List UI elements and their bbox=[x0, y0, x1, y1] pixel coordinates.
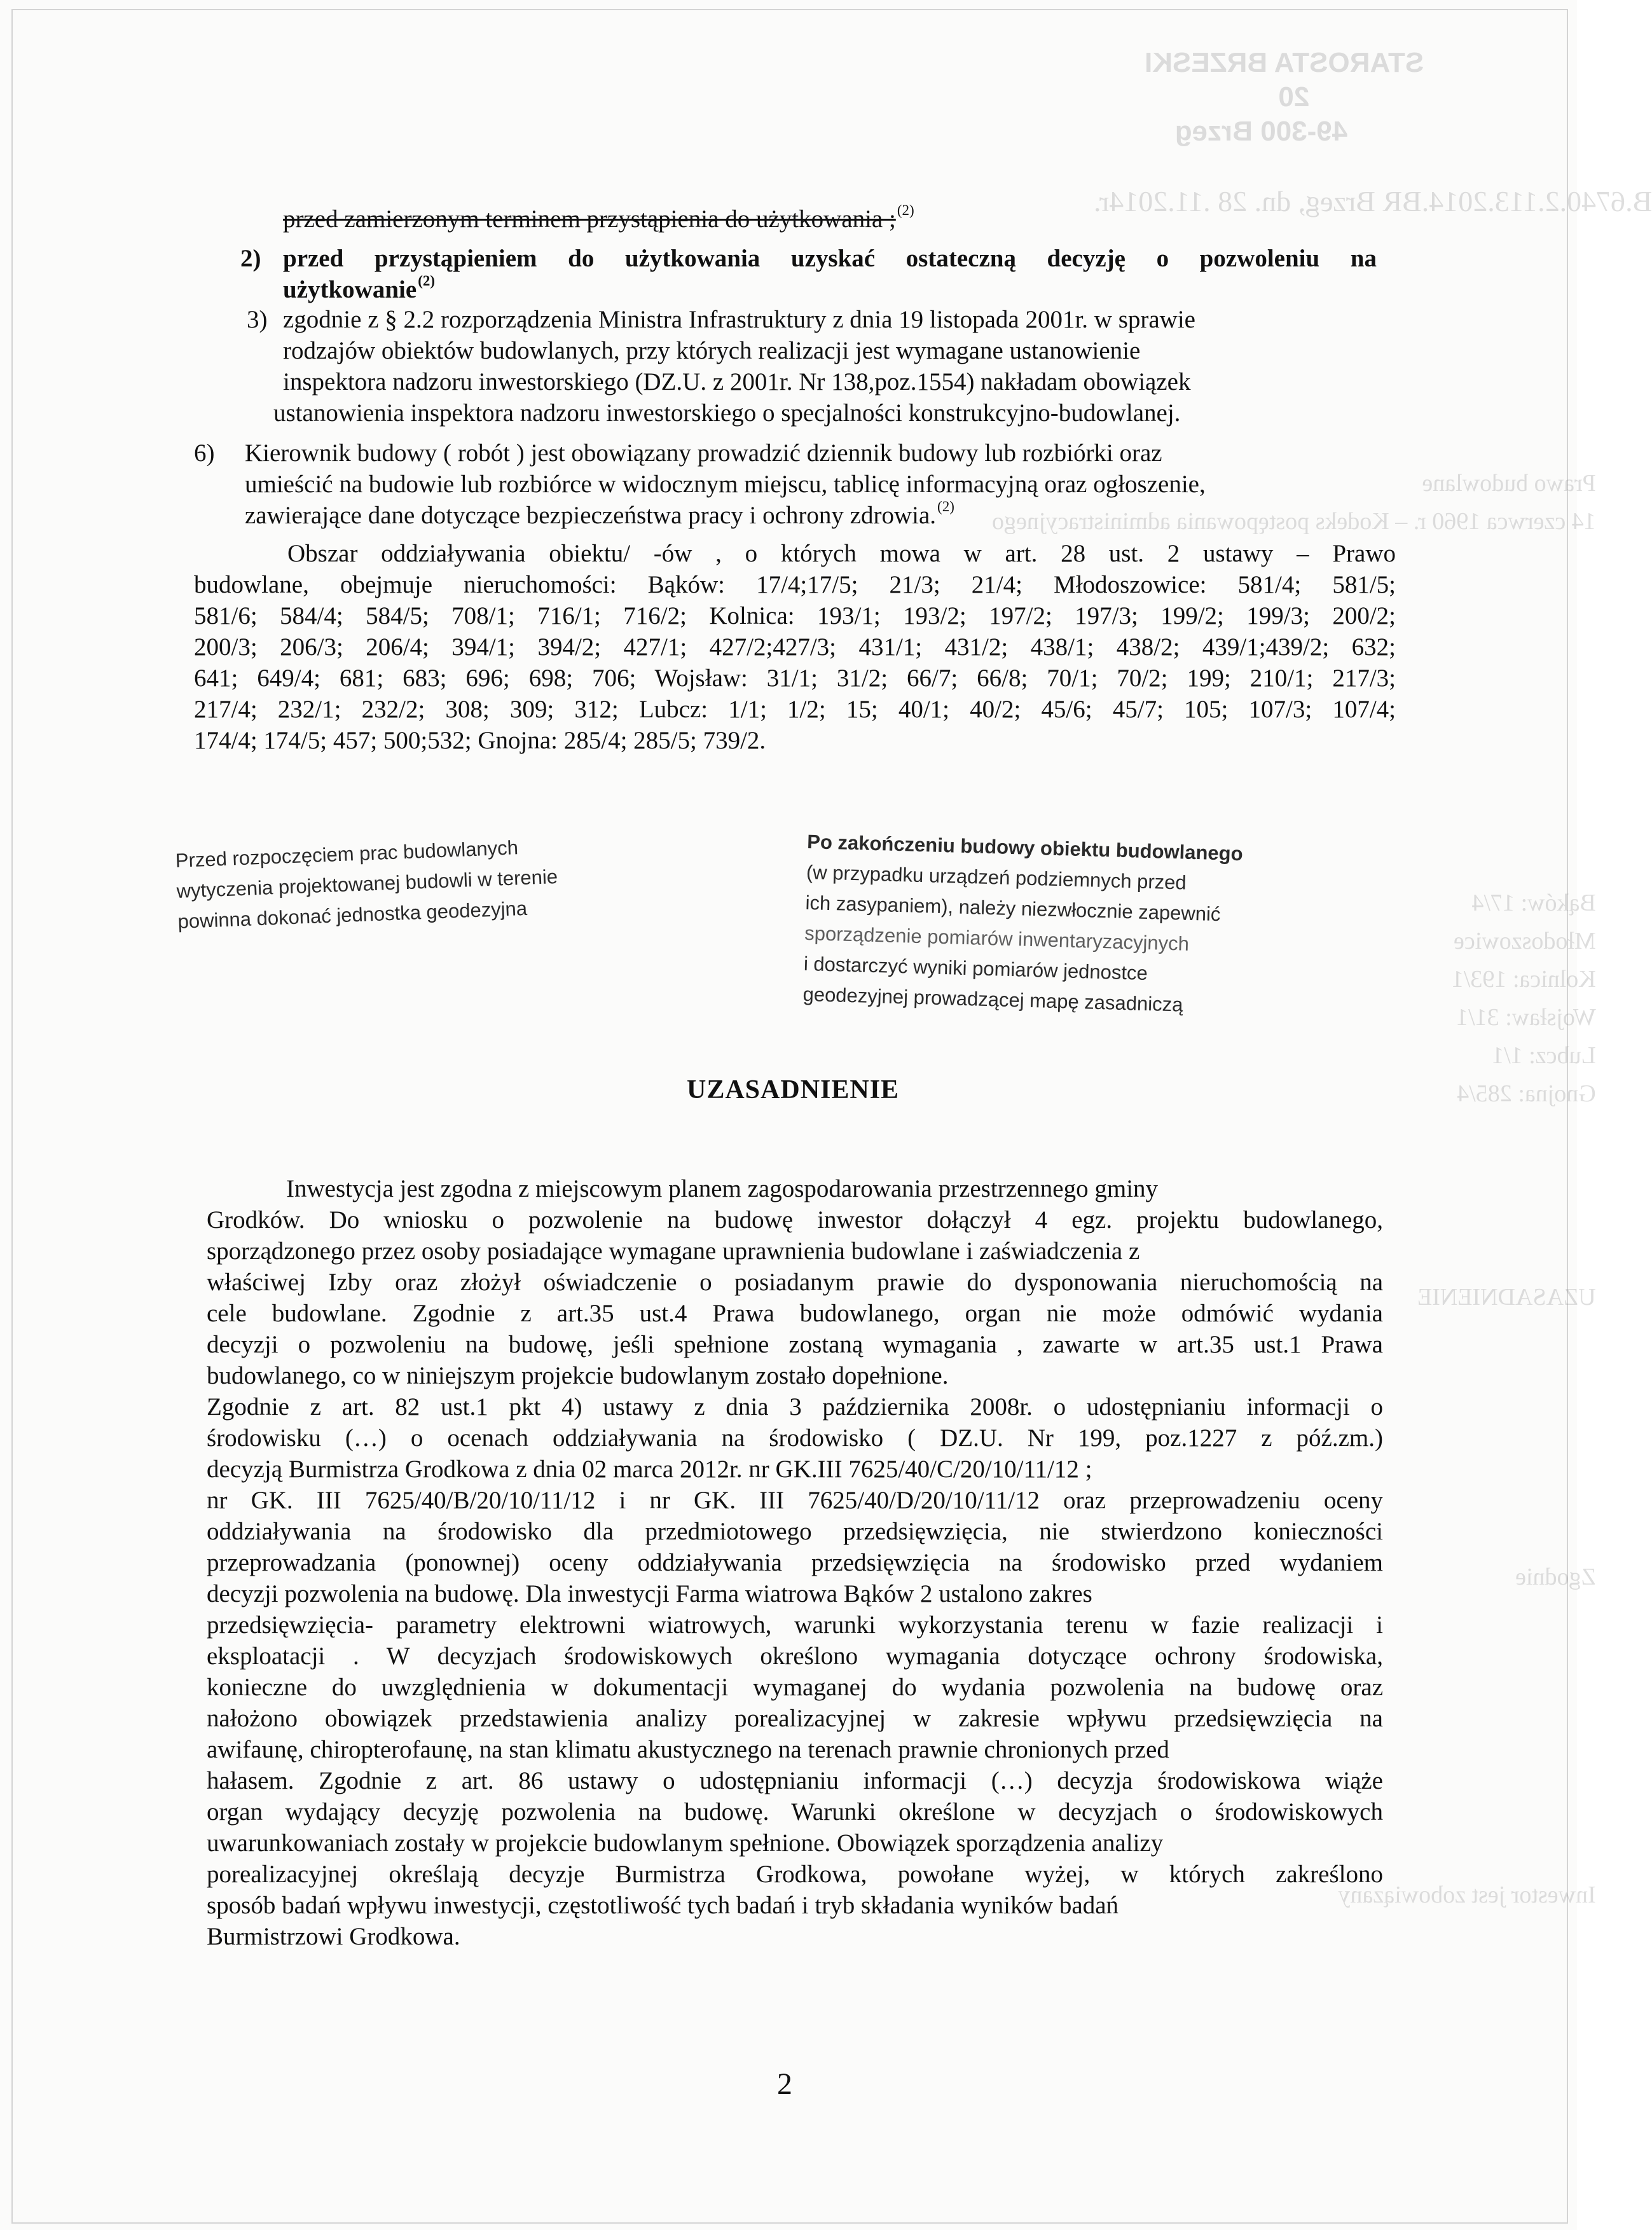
stamp-line: Przed rozpoczęciem prac budowlanych bbox=[175, 836, 519, 872]
item-3-line: ustanowienia inspektora nadzoru inwestorskiego o specjalności konstrukcyjno-budowlanej. bbox=[273, 399, 1181, 427]
impact-area-line: budowlane, obejmuje nieruchomości: Bąków: 17/4;17/5; 21/3; 21/4; Młodoszowice: 581/4; 581/5; bbox=[194, 571, 1396, 598]
bleed-stamp-line: 49-300 Brzeg bbox=[1174, 116, 1348, 147]
item-6-line: umieścić na budowie lub rozbiórce w widocznym miejscu, tablicę informacyjną oraz ogłoszenie, bbox=[245, 471, 1206, 498]
justification-line: hałasem. Zgodnie z art. 86 ustawy o udostępnianiu informacji (…) decyzja środowiskowa wiąże bbox=[207, 1767, 1383, 1794]
item-6-last: zawierające dane dotyczące bezpieczeństwa pracy i ochrony zdrowia. bbox=[245, 502, 937, 529]
justification-line: decyzji pozwolenia na budowę. Dla inwestycji Farma wiatrowa Bąków 2 ustalono zakres bbox=[207, 1580, 1092, 1607]
bleed-through-reference: B.6740.2.113.2014.BR Brzeg, dn. 28 .11.2014r. bbox=[1094, 185, 1652, 217]
justification-paragraph-2 bbox=[207, 1391, 1383, 1952]
bleed-fragment: Kolnica: 193/1 bbox=[1451, 966, 1596, 993]
item-6-text bbox=[245, 437, 1389, 534]
bleed-fragment: 14 czerwca 1960 r. – Kodeks postępowania administracyjnego bbox=[992, 508, 1596, 535]
stamp-line: sporządzenie pomiarów inwentaryzacyjnych bbox=[804, 921, 1190, 955]
justification-line: nr GK. III 7625/40/B/20/10/11/12 i nr GK. III 7625/40/D/20/10/11/12 oraz przeprowadzeniu oceny bbox=[207, 1487, 1383, 1514]
justification-line: Inwestycja jest zgodna z miejscowym planem zagospodarowania przestrzennego gminy bbox=[286, 1175, 1159, 1202]
page-number: 2 bbox=[777, 2067, 792, 2101]
impact-area-line: 174/4; 174/5; 457; 500;532; Gnojna: 285/4; 285/5; 739/2. bbox=[194, 727, 766, 754]
justification-line: Zgodnie z art. 82 ust.1 pkt 4) ustawy z dnia 3 października 2008r. o udostępnianiu informacji o bbox=[207, 1393, 1383, 1421]
justification-line: przeprowadzania (ponownej) oceny oddziaływania przedsięwzięcia na środowisko przed wydaniem bbox=[207, 1549, 1383, 1576]
stamp-line: Po zakończeniu budowy obiektu budowlanego bbox=[806, 830, 1244, 865]
impact-area-line: 581/6; 584/4; 584/5; 708/1; 716/1; 716/2; Kolnica: 193/1; 193/2; 197/2; 197/3; 199/2; 199/3; 200/2; bbox=[194, 602, 1396, 630]
item-2-last: użytkowanie bbox=[283, 276, 417, 303]
footnote-mark: (2) bbox=[897, 202, 914, 218]
stamp-line: i dostarczyć wyniki pomiarów jednostce bbox=[803, 952, 1148, 985]
justification-line: decyzją Burmistrza Grodkowa z dnia 02 marca 2012r. nr GK.III 7625/40/C/20/10/11/12 ; bbox=[207, 1456, 1092, 1483]
item-6-line: Kierownik budowy ( robót ) jest obowiązany prowadzić dziennik budowy lub rozbiórki oraz bbox=[245, 439, 1162, 467]
stamp-line: powinna dokonać jednostka geodezyjna bbox=[177, 897, 528, 933]
justification-line: właściwej Izby oraz złożył oświadczenie o posiadanym prawie do dysponowania nieruchomością na bbox=[207, 1269, 1383, 1296]
bleed-fragment: Prawo budowlane bbox=[1422, 470, 1596, 497]
justification-line: porealizacyjnej określają decyzje Burmistrza Grodkowa, powołane wyżej, w których zakreślono bbox=[207, 1861, 1383, 1888]
item-6-number: 6) bbox=[194, 439, 215, 467]
justification-line: sporządzonego przez osoby posiadające wymagane uprawnienia budowlane i zaświadczenia z bbox=[207, 1237, 1140, 1265]
struck-item bbox=[283, 203, 1300, 238]
bleed-fragment: UZASADNIENIE bbox=[1417, 1284, 1596, 1311]
geodesy-stamp-after bbox=[802, 827, 1243, 1022]
justification-line: konieczne do uwzględnienia w dokumentacji wymaganej do wydania pozwolenia na budowę oraz bbox=[207, 1674, 1383, 1701]
justification-line: sposób badań wpływu inwestycji, częstotliwość tych badań i tryb składania wyników badań bbox=[207, 1892, 1119, 1919]
item-2-number: 2) bbox=[240, 245, 261, 272]
item-3-number: 3) bbox=[247, 306, 268, 333]
justification-line: Burmistrzowi Grodkowa. bbox=[207, 1923, 460, 1950]
bleed-fragment: Bąków: 17/4 bbox=[1471, 890, 1596, 916]
justification-line: budowlanego, co w niniejszym projekcie budowlanym zostało dopełnione. bbox=[207, 1362, 949, 1389]
footnote-mark: (2) bbox=[937, 499, 954, 514]
stamp-line: geodezyjnej prowadzącej mapę zasadniczą bbox=[802, 982, 1183, 1016]
justification-line: awifaunę, chiropterofaunę, na stan klimatu akustycznego na terenach prawnie chronionych przed bbox=[207, 1736, 1169, 1763]
item-2-line: przed przystąpieniem do użytkowania uzyskać ostateczną decyzję o pozwoleniu na bbox=[283, 245, 1377, 272]
item-2-text bbox=[283, 243, 1377, 308]
footnote-mark: (2) bbox=[418, 273, 436, 289]
geodesy-stamp-before bbox=[175, 831, 560, 937]
item-3-text bbox=[273, 304, 1386, 429]
bleed-fragment: Gnojna: 285/4 bbox=[1457, 1080, 1596, 1107]
justification-line: eksploatacji . W decyzjach środowiskowych określono wymagania dotyczące ochrony środowiska, bbox=[207, 1642, 1383, 1670]
stamp-line: ich zasypaniem), należy niezwłocznie zapewnić bbox=[805, 891, 1221, 926]
bleed-fragment: Młodoszowice bbox=[1454, 928, 1596, 954]
bleed-through-stamp bbox=[1145, 46, 1424, 149]
impact-area-line: 217/4; 232/1; 232/2; 308; 309; 312; Lubcz: 1/1; 1/2; 15; 40/1; 40/2; 45/6; 45/7; 105; 107/3; 107/4; bbox=[194, 696, 1396, 723]
justification-line: decyzji o pozwoleniu na budowę, jeśli spełnione zostaną wymagania , zawarte w art.35 ust.1 Prawa bbox=[207, 1331, 1383, 1358]
struck-text: przed zamierzonym terminem przystąpienia do użytkowania ; bbox=[283, 205, 896, 233]
justification-line: nałożono obowiązek przedstawienia analizy porealizacyjnej w zakresie wpływu przedsięwzięcia na bbox=[207, 1705, 1383, 1732]
impact-area-line: 641; 649/4; 681; 683; 696; 698; 706; Wojsław: 31/1; 31/2; 66/7; 66/8; 70/1; 70/2; 199; 210/1; 217/3; bbox=[194, 664, 1396, 692]
justification-line: przedsięwzięcia- parametry elektrowni wiatrowych, warunki wykorzystania terenu w fazie realizacji i bbox=[207, 1611, 1383, 1639]
bleed-stamp-line: 20 bbox=[1278, 81, 1310, 113]
stamp-line: (w przypadku urządzeń podziemnych przed bbox=[806, 860, 1187, 894]
justification-line: oddziaływania na środowisko dla przedmiotowego przedsięwzięcia, nie stwierdzono konieczności bbox=[207, 1518, 1383, 1545]
bleed-fragment: Lubcz: 1/1 bbox=[1492, 1042, 1596, 1069]
justification-line: uwarunkowaniach zostały w projekcie budowlanym spełnione. Obowiązek sporządzenia analizy bbox=[207, 1829, 1164, 1857]
bleed-stamp-line: STAROSTA BRZESKI bbox=[1145, 47, 1424, 78]
item-3-line: rodzajów obiektów budowlanych, przy których realizacji jest wymagane ustanowienie bbox=[283, 337, 1141, 364]
bleed-fragment: Inwestor jest zobowiązany bbox=[1338, 1882, 1596, 1908]
bleed-fragment: Zgodnie bbox=[1515, 1564, 1596, 1590]
justification-heading: UZASADNIENIE bbox=[687, 1075, 900, 1105]
stamp-line: wytyczenia projektowanej budowli w terenie bbox=[176, 865, 558, 902]
justification-paragraph-1 bbox=[207, 1173, 1383, 1391]
justification-line: cele budowlane. Zgodnie z art.35 ust.4 Prawa budowlanego, organ nie może odmówić wydania bbox=[207, 1300, 1383, 1327]
item-3-line: zgodnie z § 2.2 rozporządzenia Ministra Infrastruktury z dnia 19 listopada 2001r. w sprawie bbox=[283, 306, 1195, 333]
bleed-fragment: Wojsław: 31/1 bbox=[1456, 1004, 1596, 1031]
justification-line: środowisku (…) o ocenach oddziaływania na środowisko ( DZ.U. Nr 199, poz.1227 z póź.zm.) bbox=[207, 1424, 1383, 1452]
justification-line: organ wydający decyzję pozwolenia na budowę. Warunki określone w decyzjach o środowiskowych bbox=[207, 1798, 1383, 1826]
item-6-line bbox=[245, 500, 1389, 534]
item-2-line bbox=[283, 274, 1377, 308]
item-3-line: inspektora nadzoru inwestorskiego (DZ.U. z 2001r. Nr 138,poz.1554) nakładam obowiązek bbox=[283, 368, 1191, 396]
impact-area-paragraph bbox=[194, 538, 1396, 756]
impact-area-line: Obszar oddziaływania obiektu/ -ów , o których mowa w art. 28 ust. 2 ustawy – Prawo bbox=[287, 540, 1396, 567]
impact-area-line: 200/3; 206/3; 206/4; 394/1; 394/2; 427/1; 427/2;427/3; 431/1; 431/2; 438/1; 438/2; 439/1;439/2; 632; bbox=[194, 633, 1396, 661]
justification-line: Grodków. Do wniosku o pozwolenie na budowę inwestor dołączył 4 egz. projektu budowlanego, bbox=[207, 1206, 1383, 1234]
